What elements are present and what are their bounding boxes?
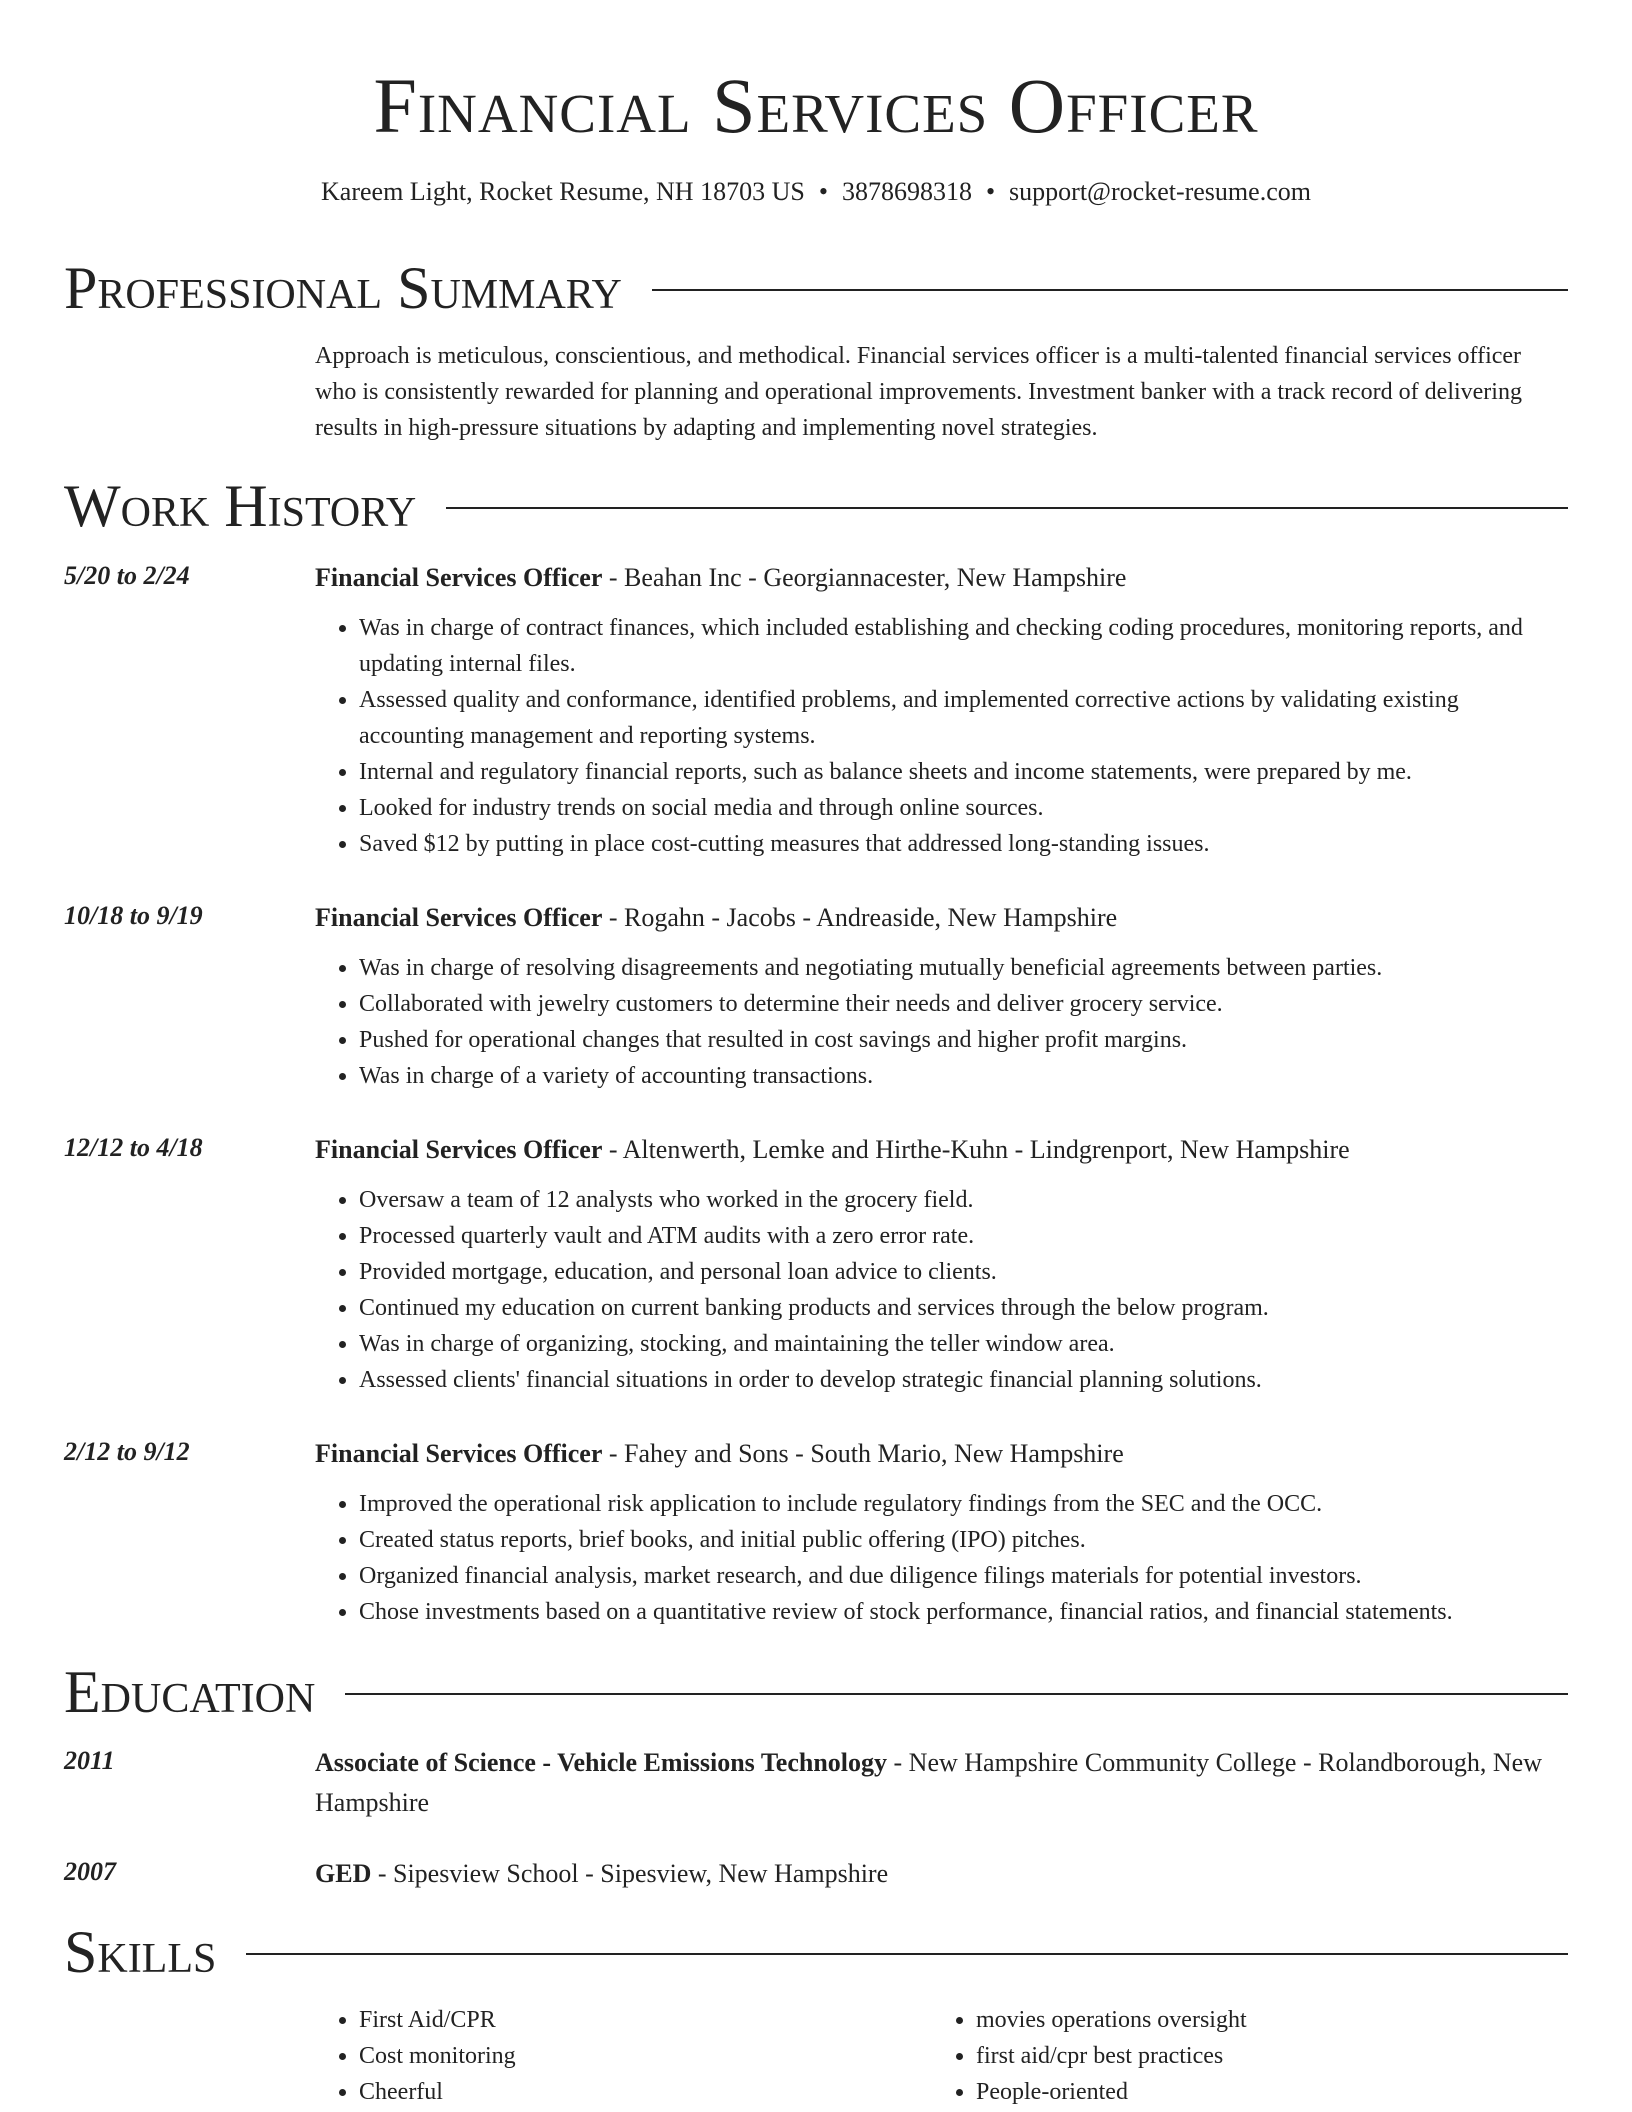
job-date: 10/18 to 9/19 [64, 901, 203, 930]
list-item: • Saved $12 by putting in place cost-cutting measures that addressed long-standing issues. [359, 826, 1568, 862]
job-title: Financial Services Officer [315, 1439, 603, 1468]
job-bullets [315, 950, 1568, 1094]
work-history-section-header [64, 472, 1568, 540]
job-details: - Rogahn - Jacobs - Andreaside, New Hampshire [602, 903, 1118, 932]
section-heading: Work History [64, 473, 417, 539]
education-details: - New Hampshire Community College - Rolandborough, New Hampshire [315, 1748, 1542, 1817]
summary-text: Approach is meticulous, conscientious, and methodical. Financial services officer is a multi-talented financial services officer who is consistently rewarded for planning and operational improvements. Investment banker with a track record of delivering results in high-pressure situations by adapting and implementing novel strategies. [315, 343, 1522, 441]
section-divider [246, 1953, 1568, 1955]
job-bullets [315, 610, 1568, 862]
contact-address: Kareem Light, Rocket Resume, NH 18703 US [321, 177, 805, 206]
education-headline [315, 1854, 1568, 1894]
skill-item: • movies operations oversight [976, 2002, 1549, 2038]
skills-column-left [315, 2002, 932, 2110]
education-section-header [64, 1658, 1568, 1726]
section-divider [345, 1693, 1568, 1695]
list-item: • Chose investments based on a quantitative review of stock performance, financial ratios, and financial statements. [359, 1594, 1568, 1630]
job-bullets [315, 1486, 1568, 1630]
contact-separator: • [985, 177, 996, 206]
summary-section-header [64, 254, 1568, 322]
job-headline [315, 558, 1568, 598]
education-degree: GED [315, 1859, 372, 1888]
skills-list [315, 2002, 1568, 2110]
skills-column-right [932, 2002, 1549, 2110]
list-item: • Processed quarterly vault and ATM audits with a zero error rate. [359, 1218, 1568, 1254]
list-item: • Looked for industry trends on social media and through online sources. [359, 790, 1568, 826]
skills-section-header [64, 1918, 1568, 1986]
job-details: - Beahan Inc - Georgiannacester, New Hampshire [602, 563, 1127, 592]
job-title: Financial Services Officer [315, 1135, 603, 1164]
list-item: • Continued my education on current banking products and services through the below program. [359, 1290, 1568, 1326]
list-item: • Assessed quality and conformance, identified problems, and implemented corrective actions by validating existing accounting management and reporting systems. [359, 682, 1568, 754]
list-item: • Organized financial analysis, market research, and due diligence filings materials for potential investors. [359, 1558, 1568, 1594]
list-item: • Oversaw a team of 12 analysts who worked in the grocery field. [359, 1182, 1568, 1218]
job-headline [315, 898, 1568, 938]
skill-item: • Cost monitoring [359, 2038, 932, 2074]
section-heading: Professional Summary [64, 255, 622, 321]
skill-item: • First Aid/CPR [359, 2002, 932, 2038]
contact-line [0, 176, 1632, 208]
education-headline [315, 1743, 1568, 1823]
education-date: 2011 [64, 1746, 115, 1775]
contact-separator: • [818, 177, 828, 206]
skill-item: • first aid/cpr best practices [976, 2038, 1549, 2074]
job-details: - Fahey and Sons - South Mario, New Hampshire [602, 1439, 1124, 1468]
section-heading: Skills [64, 1919, 217, 1985]
list-item: • Collaborated with jewelry customers to determine their needs and deliver grocery service. [359, 986, 1568, 1022]
list-item: • Was in charge of resolving disagreements and negotiating mutually beneficial agreements between parties. [359, 950, 1568, 986]
job-date: 12/12 to 4/18 [64, 1133, 203, 1162]
list-item: • Internal and regulatory financial reports, such as balance sheets and income statements, were prepared by me. [359, 754, 1568, 790]
list-item: • Was in charge of organizing, stocking, and maintaining the teller window area. [359, 1326, 1568, 1362]
skill-item: • People-oriented [976, 2074, 1549, 2110]
job-headline [315, 1130, 1568, 1170]
resume-title: Financial Services Officer [373, 62, 1259, 149]
education-date: 2007 [64, 1857, 116, 1886]
job-bullets [315, 1182, 1568, 1398]
job-title: Financial Services Officer [315, 563, 603, 592]
list-item: • Created status reports, brief books, and initial public offering (IPO) pitches. [359, 1522, 1568, 1558]
job-date: 2/12 to 9/12 [64, 1437, 190, 1466]
list-item: • Provided mortgage, education, and personal loan advice to clients. [359, 1254, 1568, 1290]
list-item: • Assessed clients' financial situations in order to develop strategic financial planning solutions. [359, 1362, 1568, 1398]
list-item: • Improved the operational risk application to include regulatory findings from the SEC and the OCC. [359, 1486, 1568, 1522]
education-degree: Associate of Science - Vehicle Emissions Technology [315, 1748, 888, 1777]
list-item: • Was in charge of a variety of accounting transactions. [359, 1058, 1568, 1094]
contact-phone: 3878698318 [841, 177, 972, 206]
list-item: • Was in charge of contract finances, which included establishing and checking coding procedures, monitoring reports, and updating internal files. [359, 610, 1568, 682]
job-details: - Altenwerth, Lemke and Hirthe-Kuhn - Lindgrenport, New Hampshire [602, 1135, 1350, 1164]
education-details: - Sipesview School - Sipesview, New Hampshire [371, 1859, 889, 1888]
contact-email: support@rocket-resume.com [1009, 177, 1311, 206]
section-divider [446, 507, 1568, 509]
skill-item: • Cheerful [359, 2074, 932, 2110]
job-date: 5/20 to 2/24 [64, 561, 190, 590]
job-headline [315, 1434, 1568, 1474]
list-item: • Pushed for operational changes that resulted in cost savings and higher profit margins. [359, 1022, 1568, 1058]
section-heading: Education [64, 1659, 316, 1725]
section-divider [652, 289, 1568, 291]
job-title: Financial Services Officer [315, 903, 603, 932]
